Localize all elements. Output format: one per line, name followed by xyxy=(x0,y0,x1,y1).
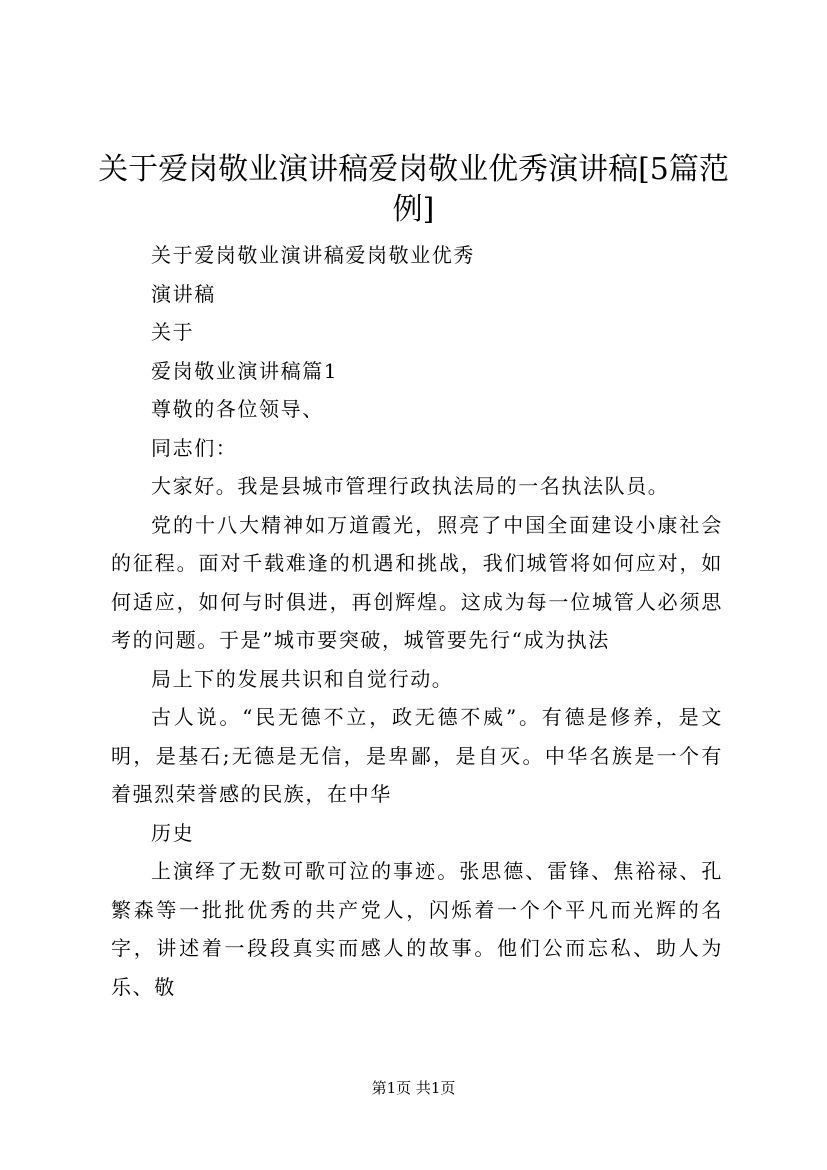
paragraph: 关于爱岗敬业演讲稿爱岗敬业优秀 xyxy=(151,243,475,267)
paragraph: 古人说。“民无德不立，政无德不威”。有德是修养，是文明，是基石;无德是无信，是卑鄙，是自灭。中华名族是一个有着强烈荣誉感的民族，在中华 xyxy=(111,705,723,806)
page-footer: 第1页 共1页 xyxy=(371,1079,456,1097)
paragraph: 大家好。我是县城市管理行政执法局的一名执法队员。 xyxy=(151,474,670,498)
paragraph: 关于 xyxy=(151,320,195,344)
paragraph: 历史 xyxy=(151,820,195,845)
document-body xyxy=(111,236,723,1006)
paragraph: 尊敬的各位领导、 xyxy=(151,397,324,421)
paragraph: 局上下的发展共识和自觉行动。 xyxy=(151,666,454,691)
paragraph: 爱岗敬业演讲稿篇1 xyxy=(151,358,339,383)
paragraph: 党的十八大精神如万道霞光，照亮了中国全面建设小康社会的征程。面对千载难逢的机遇和挑战，我们城管将如何应对，如何适应，如何与时俱进，再创辉煌。这成为每一位城管人必须思考的问题。于是”城市要突破，城管要先行“成为执法 xyxy=(111,512,723,652)
paragraph: 上演绎了无数可歌可泣的事迹。张思德、雷锋、焦裕禄、孔繁森等一批批优秀的共产党人，闪烁着一个个平凡而光辉的名字，讲述着一段段真实而感人的故事。他们公而忘私、助人为乐、敬 xyxy=(111,859,723,999)
document-title: 关于爱岗敬业演讲稿爱岗敬业优秀演讲稿[5篇范例] xyxy=(98,152,729,227)
paragraph: 同志们： xyxy=(151,435,238,460)
paragraph: 演讲稿 xyxy=(151,281,216,306)
